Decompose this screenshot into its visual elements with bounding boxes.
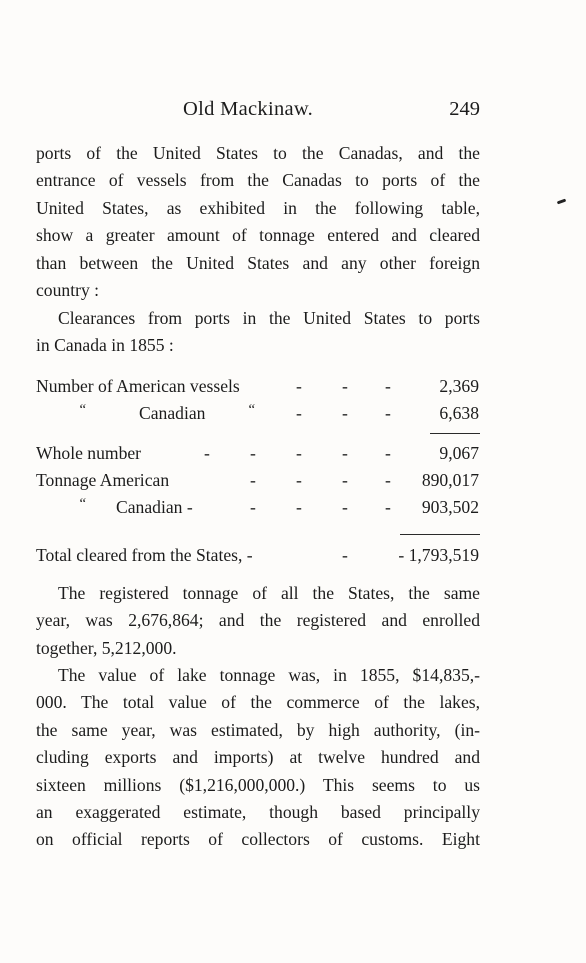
text-line: an exaggerated estimate, though based principally [36, 801, 480, 822]
row-value: 9,067 [439, 443, 479, 463]
text-line: on official reports of collectors of customs. Eight [36, 829, 480, 850]
dash: - [342, 497, 348, 517]
dash: - [296, 443, 302, 463]
dash: - [342, 403, 348, 423]
margin-mark [557, 199, 566, 205]
dash: - [250, 443, 256, 463]
row-value: 903,502 [421, 497, 479, 517]
table-row [36, 376, 480, 402]
table-row [36, 403, 480, 429]
text-line: in Canada in 1855 : [36, 335, 174, 356]
text-line: than between the United States and any other foreign [36, 252, 480, 273]
table-row [36, 497, 480, 523]
text-line: The value of lake tonnage was, in 1855, $14,835,- [58, 665, 480, 685]
dash: - [296, 403, 302, 423]
text-line: ports of the United States to the Canadas, and the [36, 143, 480, 163]
text-line: country : [36, 279, 100, 300]
text-line: sixteen millions ($1,216,000,000.) This seems to us [36, 774, 480, 795]
ditto-mark: “ [78, 402, 87, 418]
text-line: 000. The total value of the commerce of the lakes, [36, 692, 480, 713]
dash: - [296, 470, 302, 490]
text-line: entrance of vessels from the Canadas to ports of the [36, 170, 480, 191]
paragraph-1 [36, 140, 480, 304]
row-value: 890,017 [421, 470, 479, 490]
dash: - [342, 545, 348, 565]
dash: - [342, 443, 348, 463]
dash: - [385, 497, 391, 517]
text-line: cluding exports and imports) at twelve hundred and [36, 747, 480, 768]
ditto-mark: “ [78, 496, 87, 512]
paragraph-2 [36, 305, 480, 360]
sum-rule [400, 534, 480, 535]
row-label: Canadian - [116, 497, 193, 517]
dash: - [296, 497, 302, 517]
text-line: United States, as exhibited in the following table, [36, 197, 480, 218]
row-label: Whole number [36, 443, 142, 463]
ditto-mark: “ [247, 402, 256, 418]
paragraph-3 [36, 580, 480, 662]
text-line: show a greater amount of tonnage entered and cleared [36, 225, 480, 246]
dash: - [342, 376, 348, 396]
table-row [36, 443, 480, 469]
dash: - [385, 443, 391, 463]
text-line: The registered tonnage of all the States, the same [58, 583, 480, 603]
page-header [36, 98, 480, 124]
text-line: year, was 2,676,864; and the registered and enrolled [36, 610, 480, 631]
dash: - [342, 470, 348, 490]
row-value: 2,369 [439, 376, 479, 396]
running-title: Old Mackinaw. [183, 98, 314, 120]
sum-rule [430, 433, 480, 434]
text-line: together, 5,212,000. [36, 637, 177, 658]
table-row [36, 470, 480, 496]
text-line: Clearances from ports in the United States to ports [58, 308, 480, 328]
row-label: Tonnage American [36, 470, 170, 490]
row-value: 6,638 [439, 403, 479, 423]
row-label: Canadian [139, 403, 206, 423]
row-label: Number of American vessels [36, 376, 240, 396]
dash: - [250, 470, 256, 490]
table-row [36, 545, 480, 571]
dash: - [204, 443, 210, 463]
dash: - [385, 376, 391, 396]
page-number: 249 [449, 98, 480, 120]
paragraph-4 [36, 662, 480, 854]
dash: - [250, 497, 256, 517]
text-line: the same year, was estimated, by high authority, (in- [36, 719, 480, 740]
dash: - [385, 470, 391, 490]
row-value: - 1,793,519 [398, 545, 479, 565]
dash: - [385, 403, 391, 423]
dash: - [296, 376, 302, 396]
row-label: Total cleared from the States, - [36, 545, 253, 565]
